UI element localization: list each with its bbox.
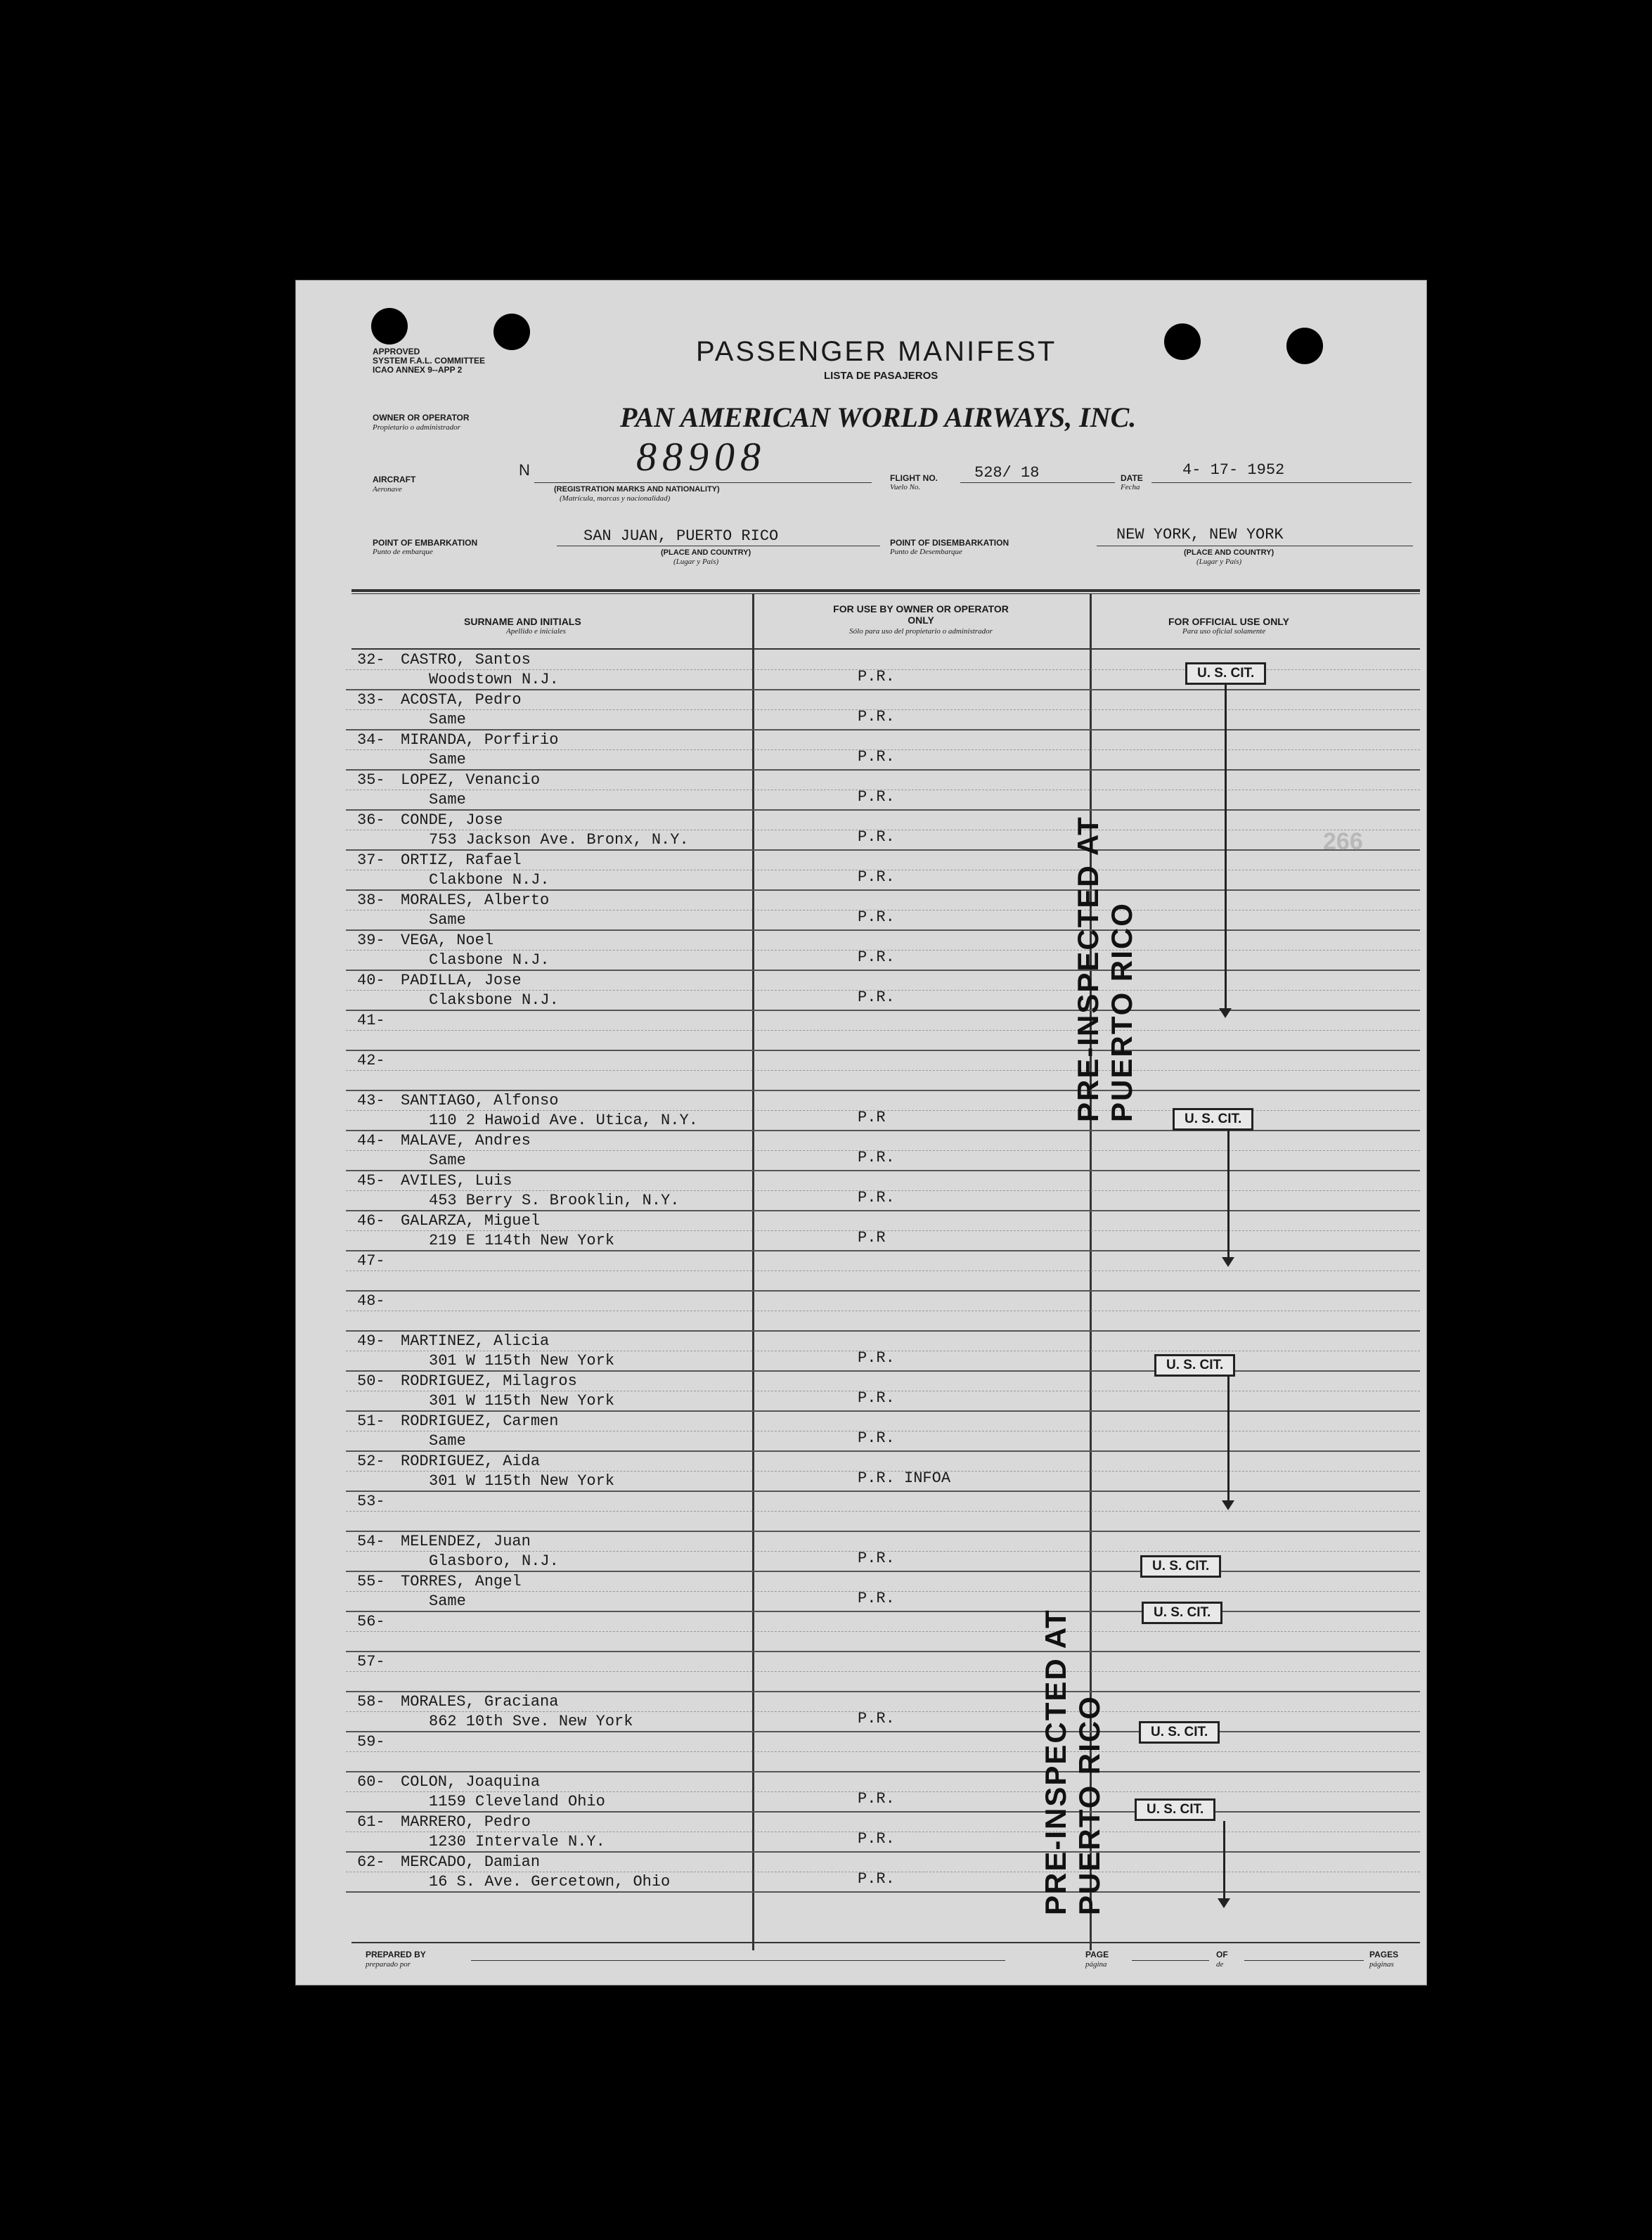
flight-label-es: Vuelo No. [890,483,921,491]
passenger-address: 453 Berry S. Brooklin, N.Y. [429,1192,680,1209]
table-top-rule [351,589,1420,592]
table-row [295,1171,1427,1211]
operator-note: P.R. [858,1349,895,1367]
table-row [295,1291,1427,1331]
passenger-name: PADILLA, Jose [401,972,522,989]
passenger-name: CONDE, Jose [401,811,503,829]
passenger-address: Same [429,1432,466,1450]
passenger-address: 219 E 114th New York [429,1232,615,1249]
passenger-address: Clakbone N.J. [429,871,550,889]
passenger-address: 1159 Cleveland Ohio [429,1793,605,1810]
passenger-name: ORTIZ, Rafael [401,851,522,869]
table-row [295,1732,1427,1772]
us-citizen-stamp: U. S. CIT. [1185,662,1266,685]
table-row [295,1852,1427,1892]
us-citizen-stamp: U. S. CIT. [1139,1721,1220,1744]
date-label: DATE [1121,473,1143,483]
embark-place-label: (PLACE AND COUNTRY) [661,548,751,557]
operator-note: P.R. [858,868,895,886]
table-row [295,1571,1427,1611]
table-row [295,1812,1427,1852]
passenger-address: Glasboro, N.J. [429,1552,559,1570]
table-row [295,1491,1427,1531]
manifest-page [295,280,1427,1985]
embark-label: POINT OF EMBARKATION [373,538,478,548]
preinspected-stamp: PRE-INSPECTED AT PUERTO RICO [1039,1609,1106,1915]
disembark-label-es: Punto de Desembarque [890,548,962,556]
col-header-operator: FOR USE BY OWNER OR OPERATOR ONLY [833,603,1009,626]
page-label: PAGE [1085,1950,1109,1959]
row-number: 34- [357,731,385,749]
row-number: 56- [357,1613,385,1630]
passenger-address: 301 W 115th New York [429,1472,615,1490]
table-row [295,850,1427,890]
passenger-name: MARTINEZ, Alicia [401,1332,550,1350]
operator-note: P.R. [858,908,895,926]
table-row [295,1251,1427,1291]
table-row [295,970,1427,1010]
operator-name: PAN AMERICAN WORLD AIRWAYS, INC. [620,401,1137,433]
passenger-address: Claksbone N.J. [429,991,559,1009]
continuation-arrow [1227,1131,1230,1264]
table-row [295,1010,1427,1050]
operator-note: P.R. [858,1870,895,1888]
operator-note: P.R. INFOA [858,1469,951,1487]
operator-note: P.R. [858,708,895,726]
col-header-surname-es: Apellido e iniciales [506,627,566,636]
passenger-address: 301 W 115th New York [429,1352,615,1370]
passenger-name: RODRIGUEZ, Milagros [401,1372,577,1390]
row-number: 57- [357,1653,385,1671]
row-number: 32- [357,651,385,669]
passenger-address: 16 S. Ave. Gercetown, Ohio [429,1873,671,1891]
table-row [295,1090,1427,1131]
passenger-address: 301 W 115th New York [429,1392,615,1410]
operator-note: P.R. [858,1149,895,1166]
passenger-name: GALARZA, Miguel [401,1212,541,1230]
passenger-address: Same [429,711,466,728]
row-number: 59- [357,1733,385,1751]
disembark-label: POINT OF DISEMBARKATION [890,538,1009,548]
passenger-address: 110 2 Hawoid Ave. Utica, N.Y. [429,1112,698,1129]
date-label-es: Fecha [1121,483,1140,491]
table-row [295,1131,1427,1171]
row-number: 41- [357,1012,385,1029]
passenger-address: Same [429,751,466,768]
aircraft-prefix: N [519,461,530,479]
flight-number: 528/ 18 [974,464,1040,482]
disembark-place-label-es: (Lugar y País) [1196,558,1242,566]
aircraft-number: 88908 [636,434,766,479]
row-number: 53- [357,1493,385,1510]
table-row [295,1531,1427,1571]
row-number: 37- [357,851,385,869]
approved-block [373,347,485,375]
row-number: 47- [357,1252,385,1270]
table-row [295,930,1427,970]
disembark-value: NEW YORK, NEW YORK [1116,526,1284,543]
passenger-name: COLON, Joaquina [401,1773,541,1791]
operator-note: P.R [858,1229,886,1247]
row-number: 43- [357,1092,385,1109]
passenger-name: CASTRO, Santos [401,651,531,669]
operator-note: P.R. [858,989,895,1006]
passenger-address: Same [429,791,466,809]
us-citizen-stamp: U. S. CIT. [1173,1108,1253,1131]
row-number: 35- [357,771,385,789]
passenger-name: RODRIGUEZ, Carmen [401,1412,559,1430]
row-number: 49- [357,1332,385,1350]
passenger-address: Woodstown N.J. [429,671,559,688]
passenger-name: TORRES, Angel [401,1573,522,1590]
table-row [295,1451,1427,1491]
preinspected-stamp: PRE-INSPECTED AT PUERTO RICO [1071,816,1138,1122]
passenger-address: 753 Jackson Ave. Bronx, N.Y. [429,831,689,849]
operator-note: P.R. [858,1550,895,1567]
passenger-list [295,650,1427,1936]
col-header-operator-es: Sólo para uso del propietario o administrador [849,627,993,636]
row-number: 55- [357,1573,385,1590]
us-citizen-stamp: U. S. CIT. [1140,1555,1221,1578]
embark-value: SAN JUAN, PUERTO RICO [583,527,779,545]
table-row [295,1611,1427,1652]
passenger-address: Same [429,1592,466,1610]
page-subtitle: LISTA DE PASAJEROS [824,370,938,382]
operator-note: P.R. [858,668,895,685]
embark-label-es: Punto de embarque [373,548,433,556]
operator-note: P.R. [858,1830,895,1848]
passenger-name: MORALES, Graciana [401,1693,559,1711]
approved-line: SYSTEM F.A.L. COMMITTEE [373,356,486,366]
page-title: PASSENGER MANIFEST [696,336,1057,367]
table-row [295,1050,1427,1090]
of-label-es: de [1216,1960,1224,1969]
row-number: 50- [357,1372,385,1390]
passenger-address: 1230 Intervale N.Y. [429,1833,605,1850]
table-row [295,1211,1427,1251]
us-citizen-stamp: U. S. CIT. [1154,1354,1235,1377]
row-number: 45- [357,1172,385,1190]
row-number: 33- [357,691,385,709]
of-label: OF [1216,1950,1228,1959]
aircraft-label: AIRCRAFT [373,475,416,484]
owner-label: OWNER OR OPERATOR [373,413,470,423]
table-row [295,1772,1427,1812]
row-number: 36- [357,811,385,829]
operator-note: P.R [858,1109,886,1126]
continuation-arrow [1225,685,1227,1015]
table-row [295,770,1427,810]
passenger-address: 862 10th Sve. New York [429,1713,633,1730]
row-number: 44- [357,1132,385,1150]
operator-note: P.R. [858,828,895,846]
continuation-arrow [1227,1377,1230,1507]
operator-note: P.R. [858,948,895,966]
operator-note: P.R. [858,748,895,766]
operator-note: P.R. [858,1389,895,1407]
row-number: 39- [357,932,385,949]
passenger-name: AVILES, Luis [401,1172,512,1190]
pages-label-es: páginas [1369,1960,1394,1969]
table-row [295,1371,1427,1411]
passenger-name: LOPEZ, Venancio [401,771,541,789]
us-citizen-stamp: U. S. CIT. [1135,1798,1215,1821]
embark-place-label-es: (Lugar y País) [673,558,719,566]
col-header-official: FOR OFFICIAL USE ONLY [1168,616,1289,627]
row-number: 54- [357,1533,385,1550]
owner-label-es: Propietario o administrador [373,423,460,432]
table-row [295,1411,1427,1451]
aircraft-label-es: Aeronave [373,485,402,494]
row-number: 51- [357,1412,385,1430]
passenger-name: RODRIGUEZ, Aida [401,1453,541,1470]
operator-note: P.R. [858,1710,895,1727]
passenger-address: Same [429,1152,466,1169]
row-number: 42- [357,1052,385,1069]
table-bottom-rule [351,1942,1420,1943]
prepared-label-es: preparado por [366,1960,411,1969]
punch-hole [1164,323,1201,360]
row-number: 62- [357,1853,385,1871]
passenger-name: MALAVE, Andres [401,1132,531,1150]
approved-line: ICAO ANNEX 9--APP 2 [373,365,463,375]
passenger-name: SANTIAGO, Alfonso [401,1092,559,1109]
flight-label: FLIGHT NO. [890,473,938,483]
passenger-address: Same [429,911,466,929]
table-row [295,890,1427,930]
approved-line: APPROVED [373,347,420,356]
passenger-name: ACOSTA, Pedro [401,691,522,709]
operator-note: P.R. [858,1189,895,1206]
col-header-surname: SURNAME AND INITIALS [464,616,581,627]
operator-note: P.R. [858,1590,895,1607]
row-number: 60- [357,1773,385,1791]
table-row [295,1692,1427,1732]
reg-label: (REGISTRATION MARKS AND NATIONALITY) [554,485,720,494]
table-row [295,1652,1427,1692]
pages-label: PAGES [1369,1950,1399,1959]
punch-hole [1286,328,1323,364]
row-number: 40- [357,972,385,989]
row-number: 48- [357,1292,385,1310]
passenger-name: MIRANDA, Porfirio [401,731,559,749]
operator-note: P.R. [858,788,895,806]
col-header-official-es: Para uso oficial solamente [1182,627,1266,636]
table-row [295,810,1427,850]
passenger-name: MELENDEZ, Juan [401,1533,531,1550]
passenger-address: Clasbone N.J. [429,951,550,969]
row-number: 38- [357,892,385,909]
table-row [295,1331,1427,1371]
row-number: 58- [357,1693,385,1711]
row-number: 52- [357,1453,385,1470]
disembark-place-label: (PLACE AND COUNTRY) [1184,548,1275,557]
us-citizen-stamp: U. S. CIT. [1142,1602,1222,1624]
operator-note: P.R. [858,1790,895,1808]
passenger-name: VEGA, Noel [401,932,494,949]
continuation-arrow [1223,1821,1225,1905]
table-row [295,730,1427,770]
passenger-name: MARRERO, Pedro [401,1813,531,1831]
operator-note: P.R. [858,1429,895,1447]
row-number: 46- [357,1212,385,1230]
passenger-name: MORALES, Alberto [401,892,550,909]
flight-date: 4- 17- 1952 [1182,461,1285,479]
reg-label-es: (Matrícula, marcas y nacionalidad) [560,494,671,503]
page-number-stamp: 266 [1323,828,1363,855]
page-label-es: página [1085,1960,1107,1969]
punch-hole [371,308,408,345]
punch-hole [493,314,530,350]
row-number: 61- [357,1813,385,1831]
passenger-name: MERCADO, Damian [401,1853,541,1871]
table-row [295,690,1427,730]
prepared-label: PREPARED BY [366,1950,426,1959]
